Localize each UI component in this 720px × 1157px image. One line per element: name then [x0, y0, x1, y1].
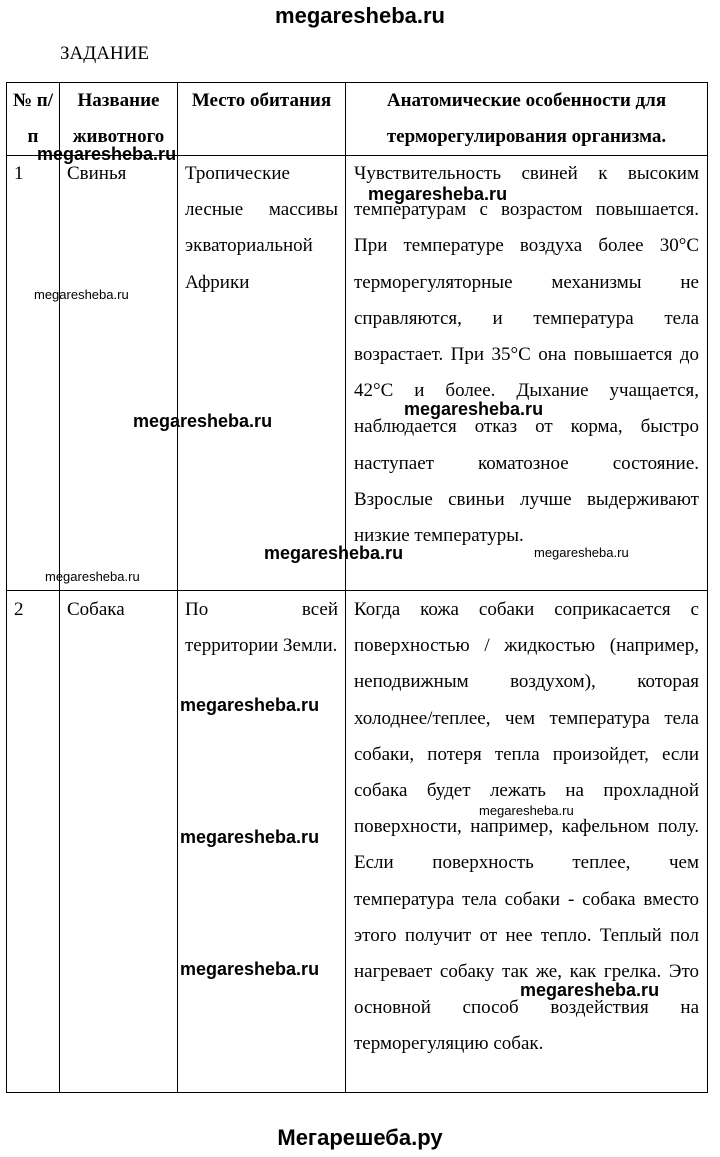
- watermark: megaresheba.ru: [34, 287, 129, 302]
- cell-habitat: По всей территории Земли.: [178, 591, 346, 1093]
- site-header: megaresheba.ru: [275, 3, 445, 28]
- cell-anatomy: Когда кожа собаки соприкасается с поверхностью / жидкостью (например, неподвижным воздухом), которая холоднее/теплее, чем температура тела собаки, потеря тепла произойдет, если собака будет лежать на прохладной поверхности, например, кафельном полу. Если поверхность теплее, чем температура тела собаки - собака вместо этого получит от нее тепло. Теплый пол нагревает собаку так же, как грелка. Это основной способ воздействия на терморегуляцию собак.: [346, 591, 708, 1093]
- watermark: megaresheba.ru: [404, 399, 544, 419]
- cell-anatomy: Чувствительность свиней к высоким температурам с возрастом повышается. При температуре воздуха более 30°C терморегуляторные механизмы не справляются, и температура тела возрастает. При 35°C она повышается до 42°C и более. Дыхание учащается, наблюдается отказ от корма, быстро наступает коматозное состояние. Взрослые свиньи лучше выдерживают низкие температуры.: [346, 156, 708, 591]
- cell-num: 1: [7, 156, 60, 591]
- watermark: megaresheba.ru: [133, 411, 273, 431]
- watermark: megaresheba.ru: [180, 959, 320, 979]
- table-row: [7, 156, 708, 591]
- watermark: megaresheba.ru: [534, 545, 629, 560]
- header-name: Название животного: [60, 83, 178, 156]
- watermark: megaresheba.ru: [264, 543, 404, 563]
- thermoregulation-table: [6, 82, 708, 1093]
- watermark: megaresheba.ru: [479, 803, 574, 818]
- cell-name: Свинья: [60, 156, 178, 591]
- watermark: megaresheba.ru: [45, 569, 140, 584]
- watermark: megaresheba.ru: [368, 184, 508, 204]
- watermark: megaresheba.ru: [37, 144, 177, 164]
- header-anatomy: Анатомические особенности для терморегулирования организма.: [346, 83, 708, 156]
- table-row: [7, 591, 708, 1093]
- header-num: № п/п: [7, 83, 60, 156]
- cell-name: Собака: [60, 591, 178, 1093]
- cell-num: 2: [7, 591, 60, 1093]
- watermark: megaresheba.ru: [520, 980, 660, 1000]
- task-title: ЗАДАНИЕ: [60, 43, 149, 64]
- cell-habitat: Тропические лесные массивы экваториальной Африки: [178, 156, 346, 591]
- watermark: megaresheba.ru: [180, 827, 320, 847]
- header-habitat: Место обитания: [178, 83, 346, 156]
- watermark: megaresheba.ru: [180, 695, 320, 715]
- site-footer: Мегарешеба.ру: [277, 1125, 443, 1150]
